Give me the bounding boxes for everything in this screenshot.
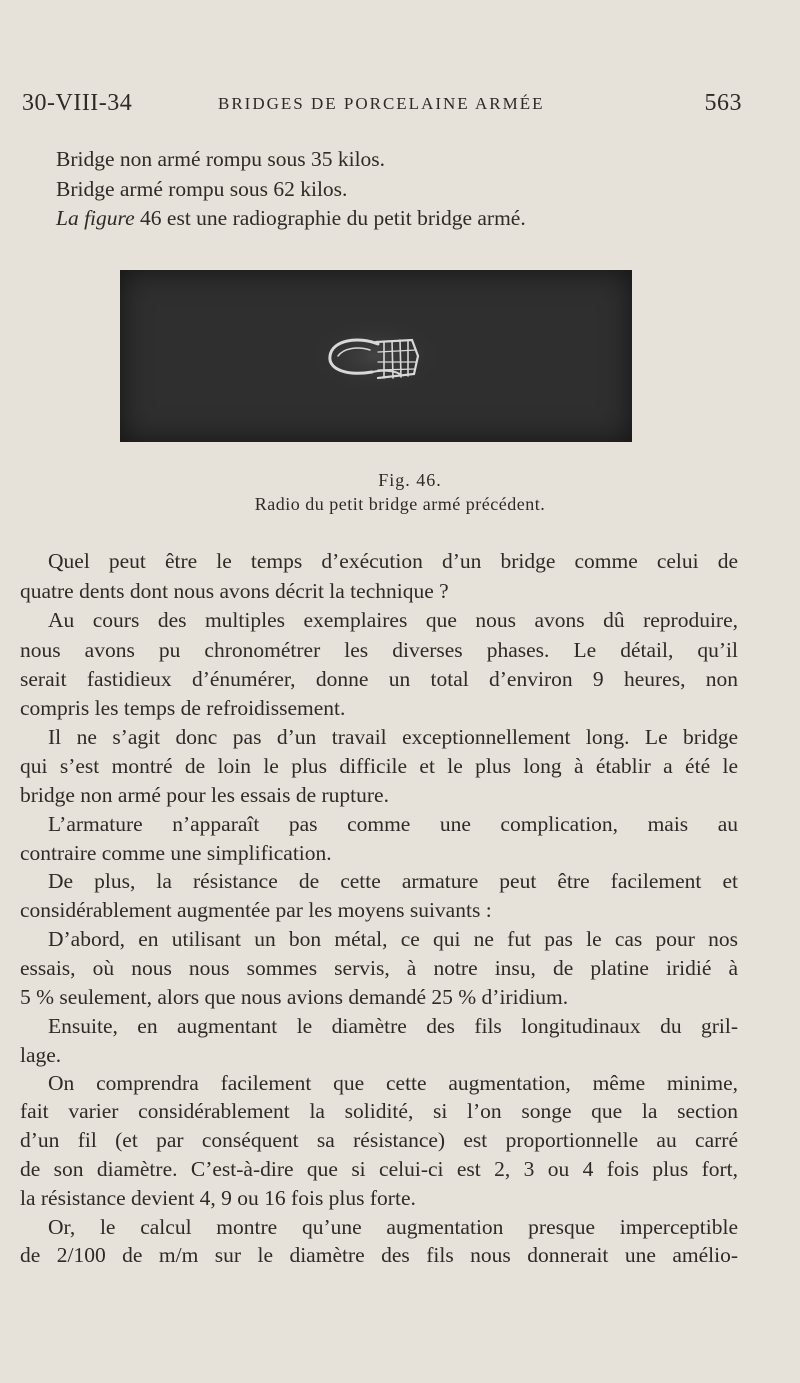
figure-caption: Radio du petit bridge armé précédent. bbox=[254, 494, 546, 514]
paragraph-line: D’abord, en utilisant un bon métal, ce qui ne fut pas le cas pour nos bbox=[48, 927, 738, 951]
paragraph-line: 5 % seulement, alors que nous avions demandé 25 % d’iridium. bbox=[20, 985, 569, 1009]
figure-reference: La figure bbox=[56, 206, 135, 230]
paragraph-line: Or, le calcul montre qu’une augmentation presque imperceptible bbox=[48, 1215, 738, 1239]
paragraph-line: de 2/100 de m/m sur le diamètre des fils nous donnerait une amélio- bbox=[20, 1243, 738, 1267]
paragraph-line: L’armature n’apparaît pas comme une complication, mais au bbox=[48, 812, 738, 836]
paragraph-line: considérablement augmentée par les moyens suivants : bbox=[20, 898, 492, 922]
paragraph-line: quatre dents dont nous avons décrit la technique ? bbox=[20, 579, 449, 603]
intro-line-1: Bridge non armé rompu sous 35 kilos. bbox=[56, 147, 386, 171]
paragraph-line: serait fastidieux d’énumérer, donne un total d’environ 9 heures, non bbox=[20, 667, 738, 691]
paragraph-line: fait varier considérablement la solidité, si l’on songe que la section bbox=[20, 1099, 738, 1123]
paragraph-line: Il ne s’agit donc pas d’un travail exceptionnellement long. Le bridge bbox=[48, 725, 738, 749]
paragraph-line: compris les temps de refroidissement. bbox=[20, 696, 346, 720]
paragraph-line: Ensuite, en augmentant le diamètre des fils longitudinaux du gril- bbox=[48, 1014, 738, 1038]
radiograph-figure bbox=[120, 270, 632, 442]
paragraph-line: qui s’est montré de loin le plus difficile et le plus long à établir a été le bbox=[20, 754, 738, 778]
paragraph-line: bridge non armé pour les essais de rupture. bbox=[20, 783, 389, 807]
paragraph-line: essais, où nous nous sommes servis, à notre insu, de platine iridié à bbox=[20, 956, 738, 980]
intro-line-2: Bridge armé rompu sous 62 kilos. bbox=[56, 177, 348, 201]
intro-line-3 bbox=[56, 203, 526, 233]
paragraph-line: d’un fil (et par conséquent sa résistance) est proportionnelle au carré bbox=[20, 1128, 738, 1152]
radiograph-image bbox=[120, 270, 632, 442]
paragraph-line: On comprendra facilement que cette augmentation, même minime, bbox=[48, 1071, 738, 1095]
paragraph-line: Au cours des multiples exemplaires que nous avons dû reproduire, bbox=[48, 608, 738, 632]
paragraph-line: lage. bbox=[20, 1043, 62, 1067]
figure-label: Fig. 46. bbox=[378, 470, 442, 490]
paragraph-line: Quel peut être le temps d’exécution d’un bridge comme celui de bbox=[48, 549, 738, 573]
paragraph-line: contraire comme une simplification. bbox=[20, 841, 332, 865]
paragraph-line: de son diamètre. C’est-à-dire que si celui-ci est 2, 3 ou 4 fois plus fort, bbox=[20, 1157, 738, 1181]
paragraph-line: De plus, la résistance de cette armature peut être facilement et bbox=[48, 869, 738, 893]
paragraph-line: nous avons pu chronométrer les diverses phases. Le détail, qu’il bbox=[20, 638, 738, 662]
paragraph-line: la résistance devient 4, 9 ou 16 fois plus forte. bbox=[20, 1186, 416, 1210]
header-title: BRIDGES DE PORCELAINE ARMÉE bbox=[218, 94, 545, 113]
intro-line-3-rest: 46 est une radiographie du petit bridge armé. bbox=[134, 206, 526, 230]
header-date: 30-VIII-34 bbox=[22, 90, 133, 116]
running-header bbox=[22, 90, 742, 122]
page-number: 563 bbox=[704, 90, 742, 116]
